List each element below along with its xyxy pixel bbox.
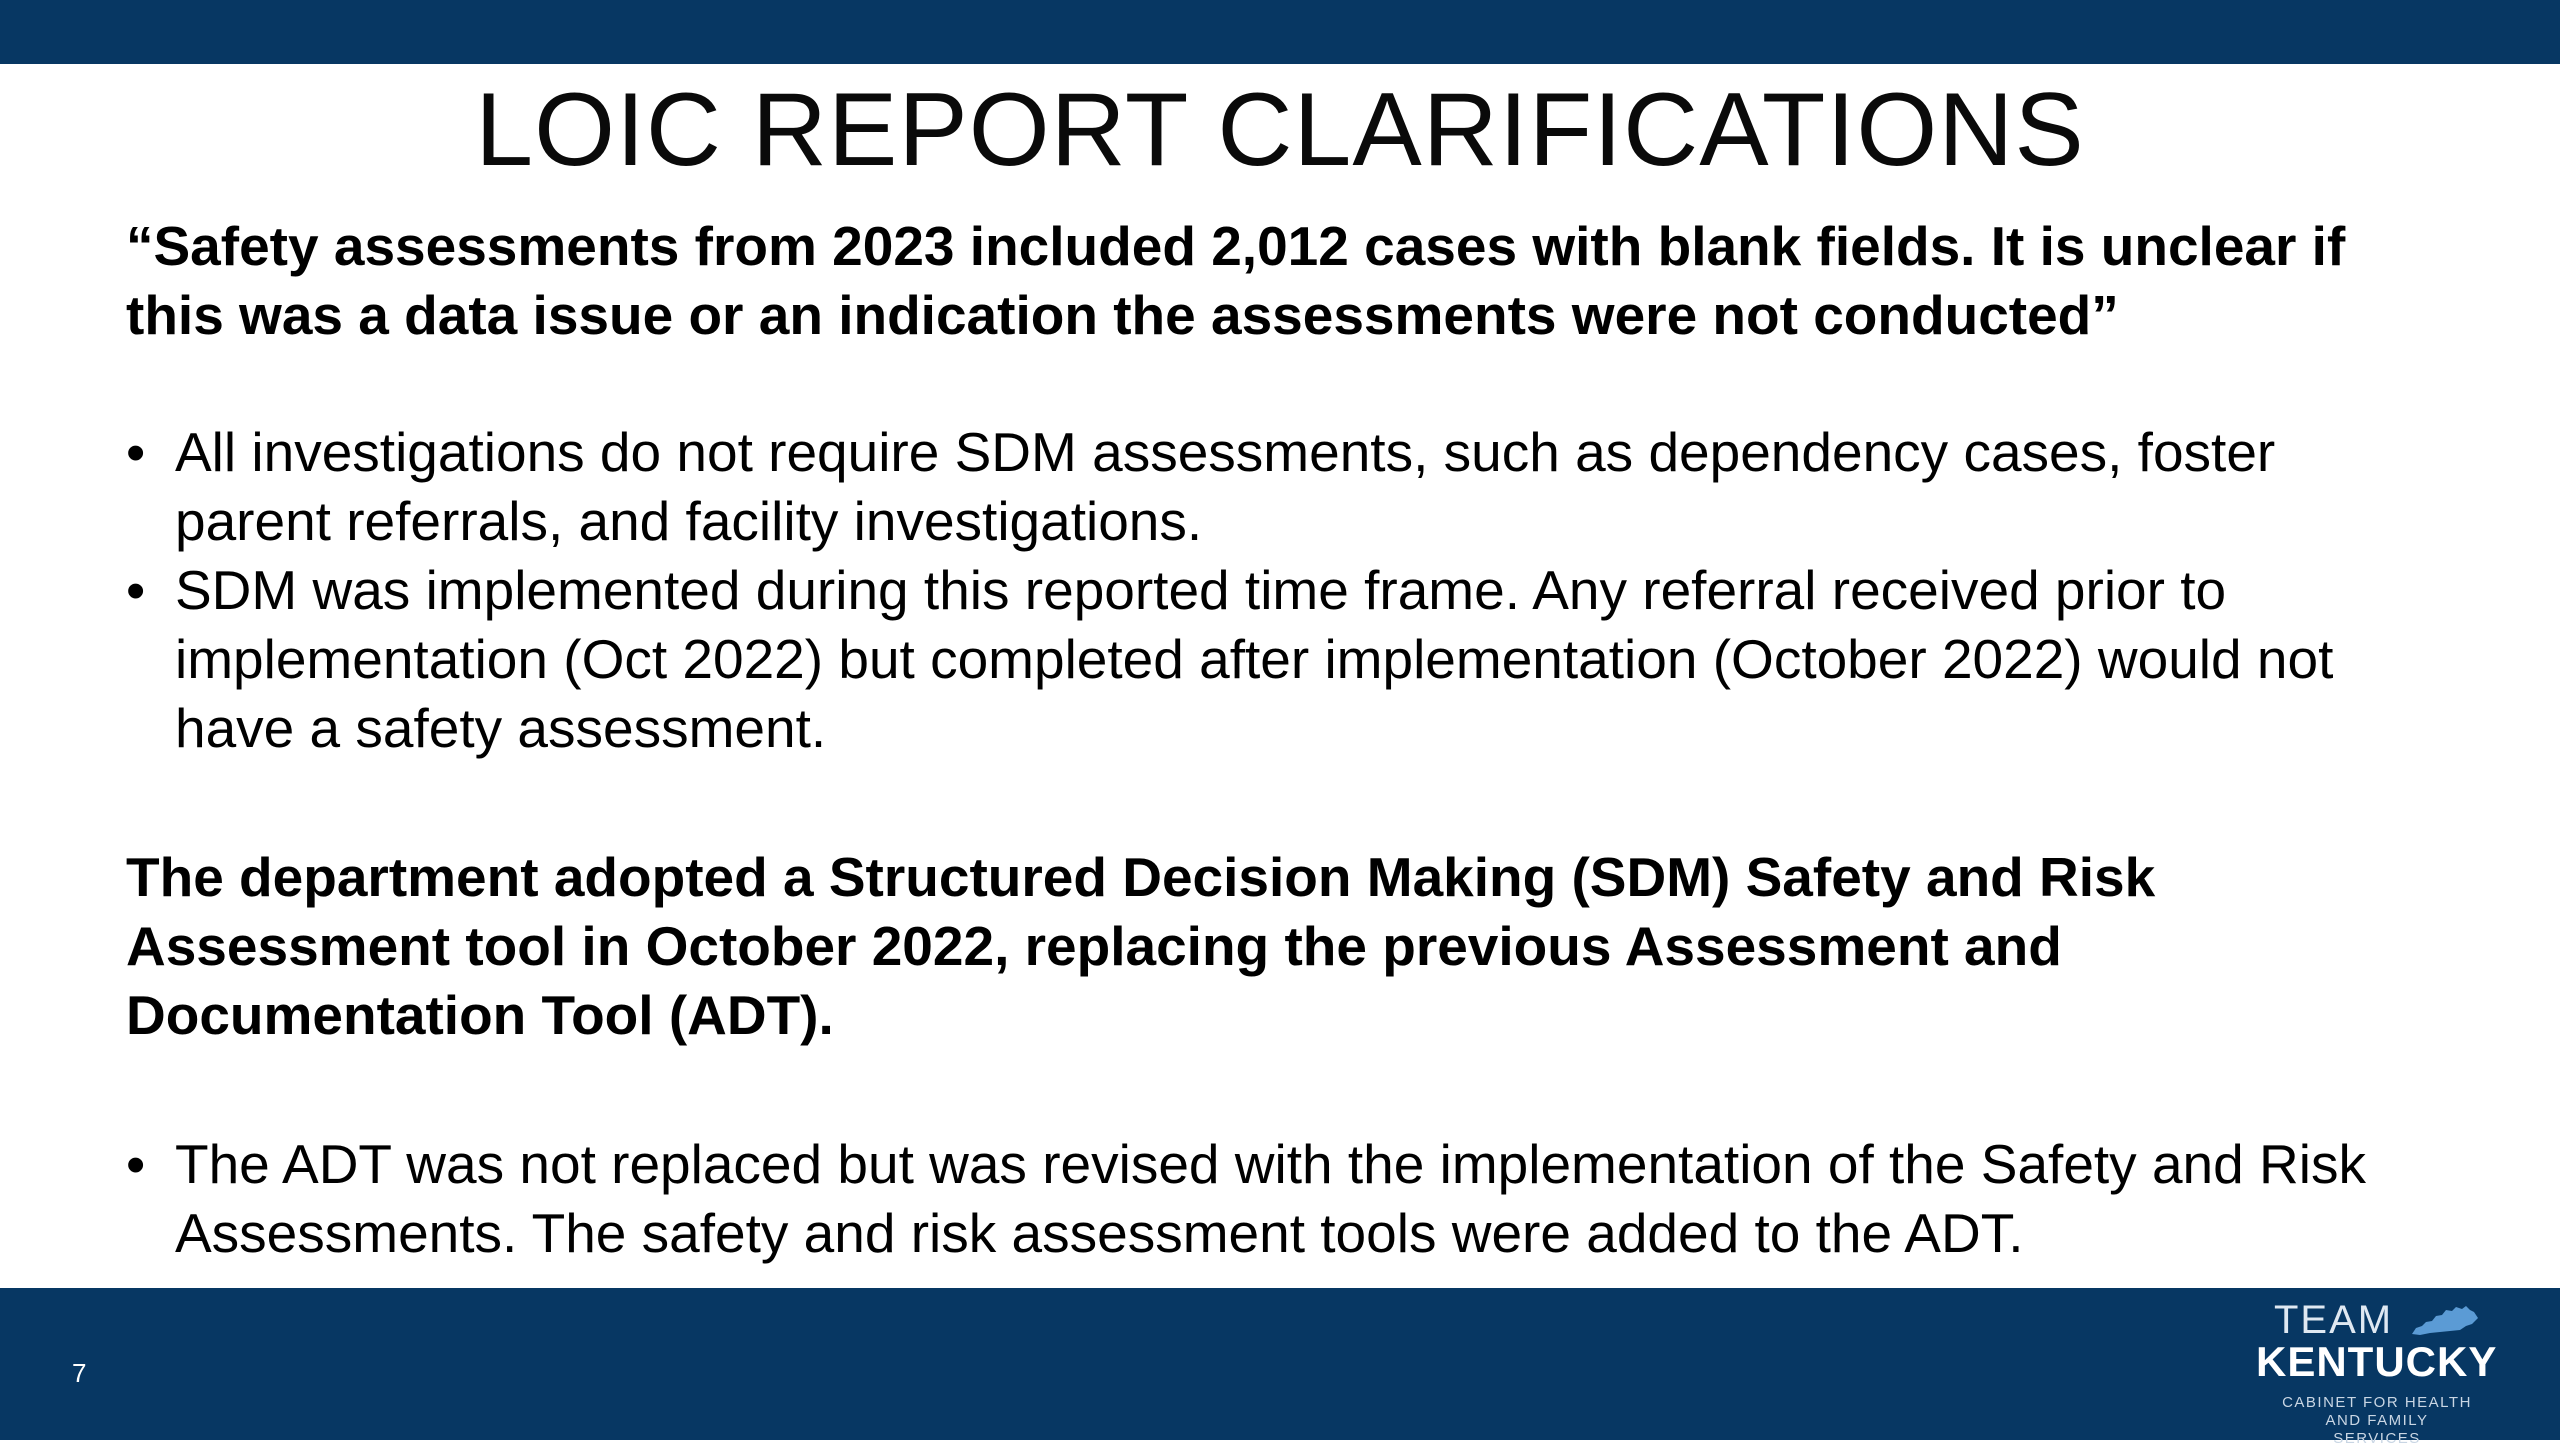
kentucky-state-icon [2410,1304,2480,1338]
slide-content [126,212,2426,1268]
bottom-banner [0,1288,2560,1440]
slide-title: LOIC REPORT CLARIFICATIONS [475,72,2085,188]
bullet-icon: • [126,559,146,621]
list-item [126,556,2426,763]
bullet-icon: • [126,1133,146,1195]
bullet-list-1 [126,418,2426,763]
quote-paragraph: “Safety assessments from 2023 included 2,012 cases with blank fields. It is unclear if this was a data issue or an indication the assessments were not conducted” [126,215,2346,346]
team-kentucky-logo [2250,1298,2510,1447]
logo-cabinet-line: AND FAMILY SERVICES [2325,1412,2429,1447]
statement-paragraph: The department adopted a Structured Decision Making (SDM) Safety and Risk Assessment tool in October 2022, replacing the previous Assessment and Documentation Tool (ADT). [126,846,2156,1046]
list-item-text: The ADT was not replaced but was revised with the implementation of the Safety and Risk Assessments. The safety and risk assessment tools were added to the ADT. [175,1133,2366,1264]
bullet-icon: • [126,421,146,483]
logo-team-text: TEAM [2274,1298,2394,1342]
list-item [126,418,2426,556]
logo-kentucky-text: KENTUCKY [2256,1338,2498,1385]
slide-number: 7 [72,1358,87,1388]
logo-cabinet-line: CABINET FOR HEALTH [2282,1394,2472,1411]
bullet-list-2 [126,1130,2426,1268]
list-item-text: All investigations do not require SDM assessments, such as dependency cases, foster parent referrals, and facility investigations. [175,421,2276,552]
list-item-text: SDM was implemented during this reported time frame. Any referral received prior to implementation (Oct 2022) but completed after implementation (October 2022) would not have a safety assessment. [175,559,2334,759]
top-banner [0,0,2560,64]
list-item [126,1130,2426,1268]
